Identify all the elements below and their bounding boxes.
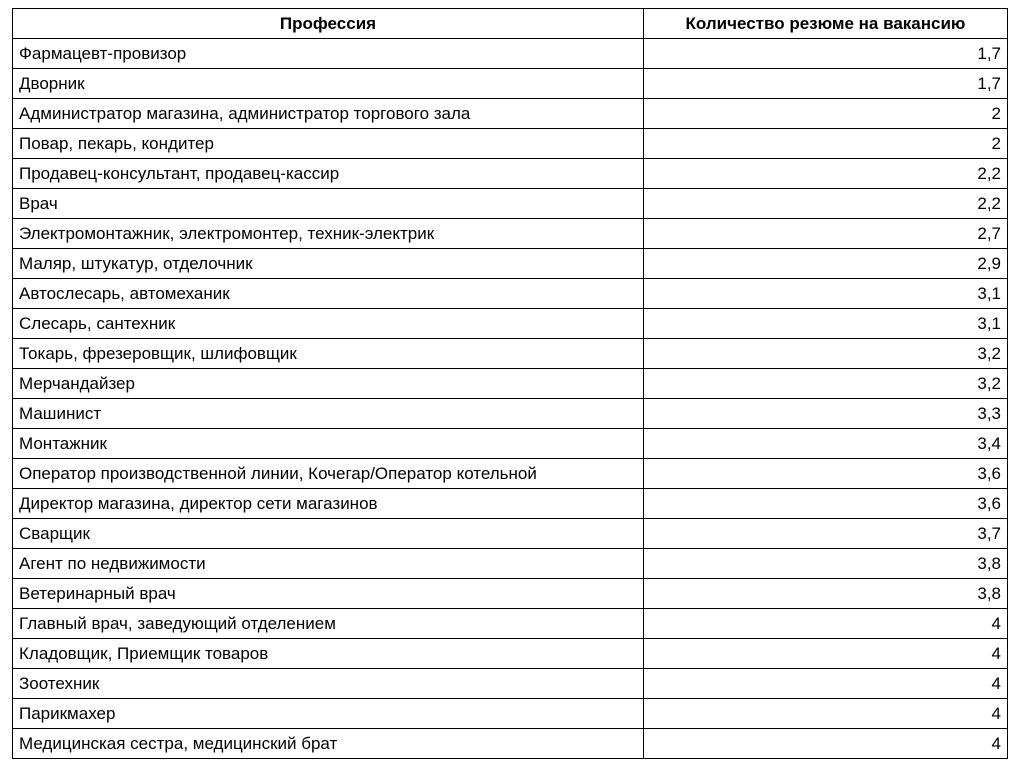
resume-count-cell: 2 bbox=[644, 99, 1008, 129]
resume-count-cell: 4 bbox=[644, 639, 1008, 669]
resume-count-cell: 3,1 bbox=[644, 309, 1008, 339]
resume-count-cell: 3,1 bbox=[644, 279, 1008, 309]
profession-cell: Машинист bbox=[13, 399, 644, 429]
table-row bbox=[13, 639, 1008, 669]
table-row bbox=[13, 729, 1008, 759]
profession-cell: Медицинская сестра, медицинский брат bbox=[13, 729, 644, 759]
profession-cell: Парикмахер bbox=[13, 699, 644, 729]
profession-cell: Продавец-консультант, продавец-кассир bbox=[13, 159, 644, 189]
table-row bbox=[13, 309, 1008, 339]
resume-count-cell: 3,7 bbox=[644, 519, 1008, 549]
profession-cell: Электромонтажник, электромонтер, техник-электрик bbox=[13, 219, 644, 249]
resume-count-cell: 4 bbox=[644, 669, 1008, 699]
resume-count-cell: 2,2 bbox=[644, 159, 1008, 189]
resume-count-cell: 2,7 bbox=[644, 219, 1008, 249]
header-row bbox=[13, 9, 1008, 39]
table-row bbox=[13, 99, 1008, 129]
resume-count-cell: 3,8 bbox=[644, 579, 1008, 609]
resume-count-cell: 2,2 bbox=[644, 189, 1008, 219]
table-row bbox=[13, 609, 1008, 639]
profession-cell: Мерчандайзер bbox=[13, 369, 644, 399]
table-header bbox=[13, 9, 1008, 39]
resume-count-cell: 2,9 bbox=[644, 249, 1008, 279]
resume-count-cell: 1,7 bbox=[644, 69, 1008, 99]
resume-count-cell: 4 bbox=[644, 699, 1008, 729]
resume-count-cell: 3,2 bbox=[644, 339, 1008, 369]
table-row bbox=[13, 129, 1008, 159]
table-row bbox=[13, 669, 1008, 699]
profession-cell: Монтажник bbox=[13, 429, 644, 459]
resume-table-container bbox=[12, 8, 1007, 759]
profession-cell: Агент по недвижимости bbox=[13, 549, 644, 579]
resume-count-cell: 3,6 bbox=[644, 489, 1008, 519]
resume-count-cell: 4 bbox=[644, 609, 1008, 639]
profession-cell: Кладовщик, Приемщик товаров bbox=[13, 639, 644, 669]
resume-count-cell: 3,3 bbox=[644, 399, 1008, 429]
table-row bbox=[13, 39, 1008, 69]
resume-per-vacancy-table bbox=[12, 8, 1008, 759]
table-row bbox=[13, 69, 1008, 99]
table-row bbox=[13, 249, 1008, 279]
resume-count-cell: 3,4 bbox=[644, 429, 1008, 459]
resume-count-cell: 1,7 bbox=[644, 39, 1008, 69]
table-row bbox=[13, 369, 1008, 399]
profession-cell: Фармацевт-провизор bbox=[13, 39, 644, 69]
table-body bbox=[13, 39, 1008, 759]
table-row bbox=[13, 579, 1008, 609]
table-row bbox=[13, 159, 1008, 189]
header-profession: Профессия bbox=[13, 9, 644, 39]
table-row bbox=[13, 279, 1008, 309]
resume-count-cell: 3,8 bbox=[644, 549, 1008, 579]
table-row bbox=[13, 429, 1008, 459]
profession-cell: Токарь, фрезеровщик, шлифовщик bbox=[13, 339, 644, 369]
profession-cell: Зоотехник bbox=[13, 669, 644, 699]
profession-cell: Слесарь, сантехник bbox=[13, 309, 644, 339]
profession-cell: Администратор магазина, администратор торгового зала bbox=[13, 99, 644, 129]
table-row bbox=[13, 489, 1008, 519]
table-row bbox=[13, 459, 1008, 489]
resume-count-cell: 3,2 bbox=[644, 369, 1008, 399]
profession-cell: Ветеринарный врач bbox=[13, 579, 644, 609]
profession-cell: Оператор производственной линии, Кочегар/Оператор котельной bbox=[13, 459, 644, 489]
profession-cell: Маляр, штукатур, отделочник bbox=[13, 249, 644, 279]
profession-cell: Врач bbox=[13, 189, 644, 219]
table-row bbox=[13, 189, 1008, 219]
table-row bbox=[13, 339, 1008, 369]
profession-cell: Главный врач, заведующий отделением bbox=[13, 609, 644, 639]
profession-cell: Сварщик bbox=[13, 519, 644, 549]
resume-count-cell: 2 bbox=[644, 129, 1008, 159]
profession-cell: Повар, пекарь, кондитер bbox=[13, 129, 644, 159]
table-row bbox=[13, 699, 1008, 729]
table-row bbox=[13, 519, 1008, 549]
header-resume-count: Количество резюме на вакансию bbox=[644, 9, 1008, 39]
table-row bbox=[13, 399, 1008, 429]
table-row bbox=[13, 549, 1008, 579]
profession-cell: Директор магазина, директор сети магазинов bbox=[13, 489, 644, 519]
resume-count-cell: 3,6 bbox=[644, 459, 1008, 489]
profession-cell: Дворник bbox=[13, 69, 644, 99]
table-row bbox=[13, 219, 1008, 249]
profession-cell: Автослесарь, автомеханик bbox=[13, 279, 644, 309]
resume-count-cell: 4 bbox=[644, 729, 1008, 759]
